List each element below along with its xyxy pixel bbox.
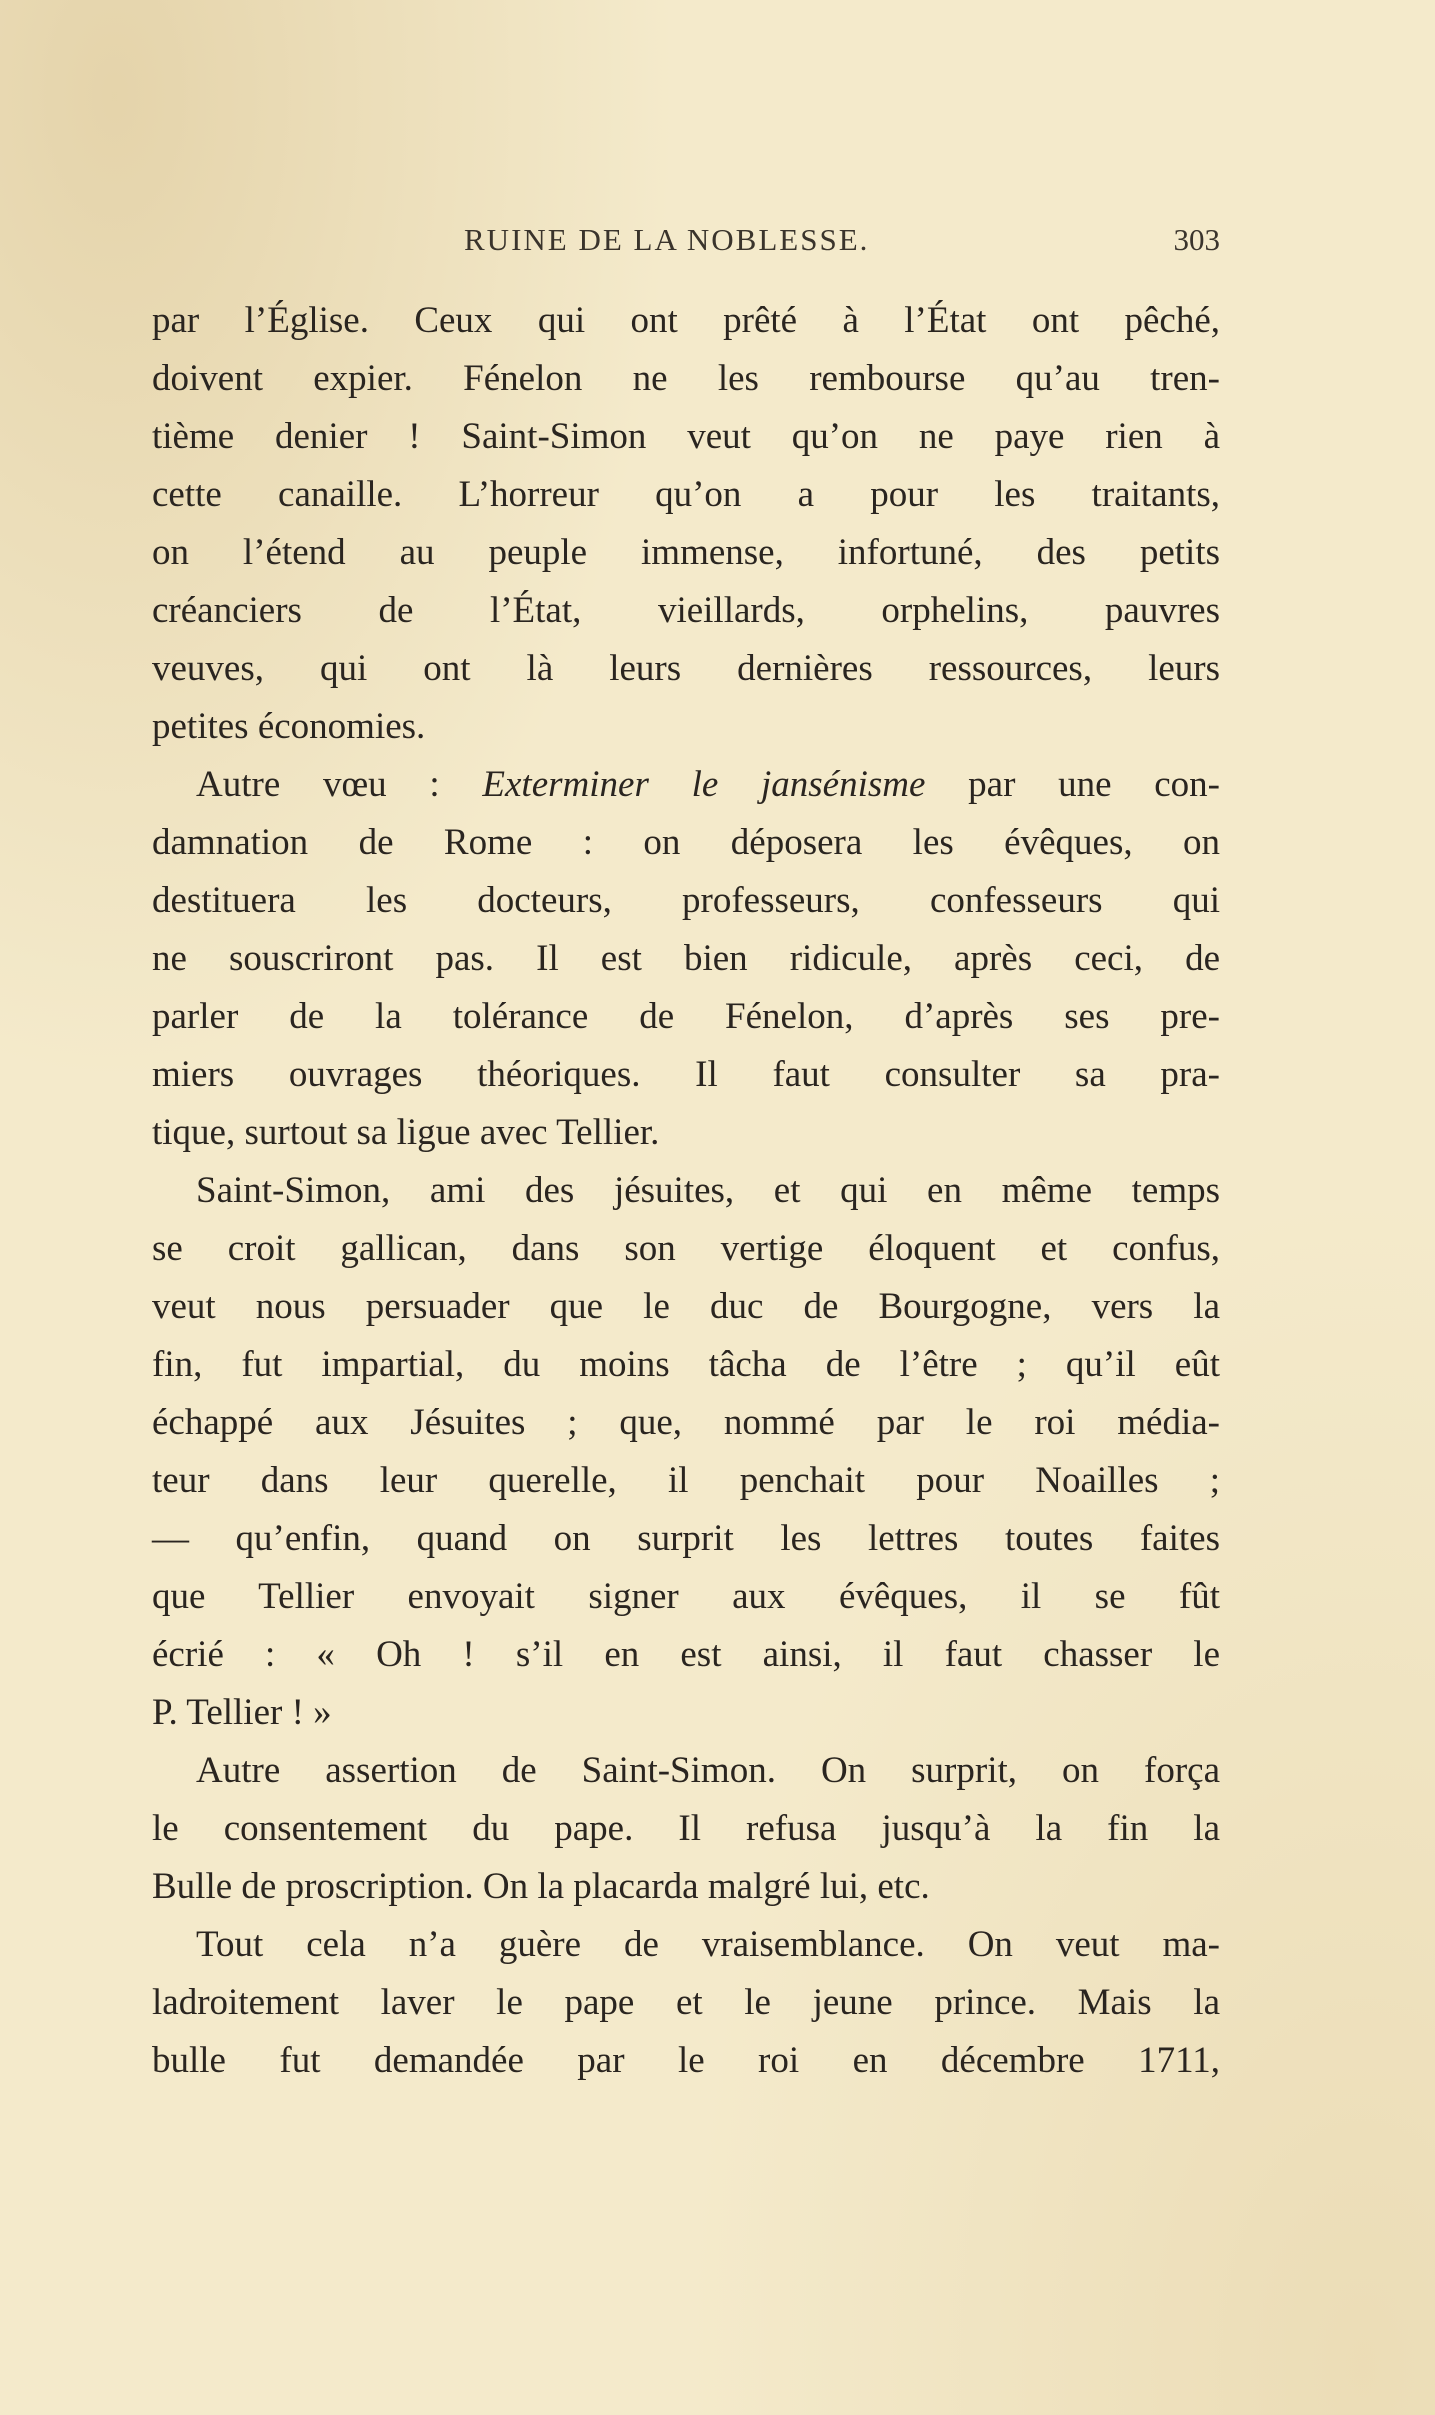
text-line: fin, fut impartial, du moins tâcha de l’être ; qu’il eût xyxy=(152,1344,1220,1385)
text-line: tième denier ! Saint-Simon veut qu’on ne paye rien à xyxy=(152,416,1220,457)
text-line: P. Tellier ! » xyxy=(152,1692,332,1733)
paragraph xyxy=(152,1916,1220,2090)
paragraph xyxy=(152,756,1220,1162)
text-run: Autre vœu : xyxy=(196,764,483,805)
text-line: Autre assertion de Saint-Simon. On surprit, on força xyxy=(196,1750,1220,1791)
text-line: petites économies. xyxy=(152,706,426,747)
page-header xyxy=(152,222,1220,270)
text-line: échappé aux Jésuites ; que, nommé par le roi média- xyxy=(152,1402,1220,1443)
text-line: cette canaille. L’horreur qu’on a pour les traitants, xyxy=(152,474,1220,515)
body-text xyxy=(152,292,1220,2090)
text-line: miers ouvrages théoriques. Il faut consulter sa pra- xyxy=(152,1054,1220,1095)
text-line: écrié : « Oh ! s’il en est ainsi, il faut chasser le xyxy=(152,1634,1220,1675)
text-line xyxy=(152,756,1220,814)
page-number: 303 xyxy=(1173,222,1220,257)
text-line: teur dans leur querelle, il penchait pour Noailles ; xyxy=(152,1460,1220,1501)
text-line: Bulle de proscription. On la placarda malgré lui, etc. xyxy=(152,1866,930,1907)
paragraph xyxy=(152,1742,1220,1916)
paragraph xyxy=(152,1162,1220,1742)
text-line: — qu’enfin, quand on surprit les lettres toutes faites xyxy=(152,1518,1220,1559)
paragraph xyxy=(152,292,1220,756)
text-line: ne souscriront pas. Il est bien ridicule, après ceci, de xyxy=(152,938,1220,979)
text-line: par l’Église. Ceux qui ont prêté à l’État ont pêché, xyxy=(152,300,1220,341)
text-line: Saint-Simon, ami des jésuites, et qui en même temps xyxy=(196,1170,1220,1211)
text-line: destituera les docteurs, professeurs, confesseurs qui xyxy=(152,880,1220,921)
text-line: que Tellier envoyait signer aux évêques, il se fût xyxy=(152,1576,1220,1617)
text-line: veuves, qui ont là leurs dernières ressources, leurs xyxy=(152,648,1220,689)
text-line: veut nous persuader que le duc de Bourgogne, vers la xyxy=(152,1286,1220,1327)
text-run: par une con- xyxy=(925,764,1220,805)
text-line: créanciers de l’État, vieillards, orphelins, pauvres xyxy=(152,590,1220,631)
text-line: damnation de Rome : on déposera les évêques, on xyxy=(152,822,1220,863)
text-line: doivent expier. Fénelon ne les rembourse qu’au tren- xyxy=(152,358,1220,399)
text-line: Tout cela n’a guère de vraisemblance. On veut ma- xyxy=(196,1924,1220,1965)
text-line: le consentement du pape. Il refusa jusqu’à la fin la xyxy=(152,1808,1220,1849)
text-line: parler de la tolérance de Fénelon, d’après ses pre- xyxy=(152,996,1220,1037)
text-line: se croit gallican, dans son vertige éloquent et confus, xyxy=(152,1228,1220,1269)
italic-phrase: Exterminer le jansénisme xyxy=(482,764,926,805)
running-title: RUINE DE LA NOBLESSE. xyxy=(464,222,870,257)
text-line: ladroitement laver le pape et le jeune prince. Mais la xyxy=(152,1982,1220,2023)
text-line: on l’étend au peuple immense, infortuné, des petits xyxy=(152,532,1220,573)
text-line: tique, surtout sa ligue avec Tellier. xyxy=(152,1112,660,1153)
text-line: bulle fut demandée par le roi en décembre 1711, xyxy=(152,2040,1220,2081)
